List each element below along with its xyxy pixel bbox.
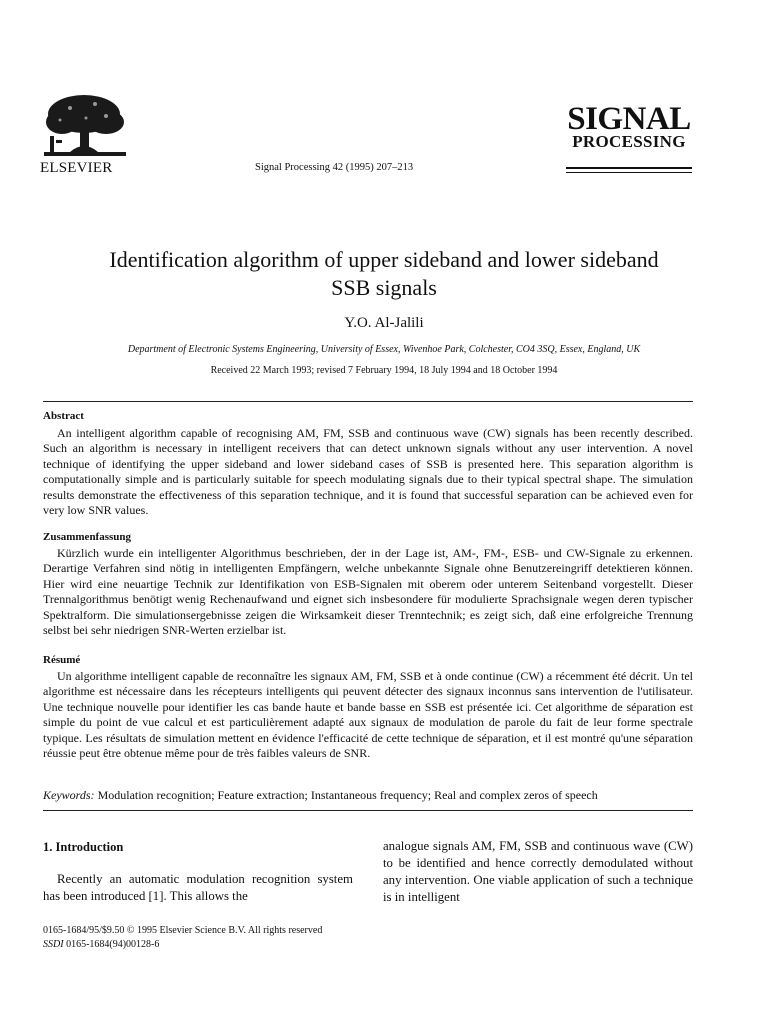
copyright-footer	[43, 924, 322, 952]
resume-text: Un algorithme intelligent capable de reconnaître les signaux AM, FM, SSB et à onde continue (CW) a récemment été décrit. Un tel algorithme est nécessaire dans les récepteurs intelligents qui peuvent détecter des signaux inconnus sans intervention de l'utilisateur. Une technique nouvelle pour identifier les cas bande haute et bande basse en SSB est présentée ici. Cet algorithme de séparation est simple du point de vue calcul et est particulièrement adapté aux signaux de modulation de parole du fait de leur forme spectrale typique. Les résultats de simulation mettent en évidence l'efficacité de cette technique de séparation, et il est montré qu'une séparation réussie peut être obtenue même pour de très faibles valeurs de SNR.	[43, 669, 693, 761]
keywords-line	[43, 788, 693, 803]
abstract-text: An intelligent algorithm capable of recognising AM, FM, SSB and continuous wave (CW) signals has been recently described. Such an algorithm is necessary in intelligent receivers that can detect unknown signals without any user intervention. A novel technique of identifying the upper sideband and lower sideband cases of SSB is presented here. This separation algorithm is computationally simple and is particularly suitable for speech modulating signals due to their typical spectral shape. The simulation results demonstrate the effectiveness of this separation technique, and it is found that successful separation can be achieved even for very low SNR values.	[43, 426, 693, 518]
abstract-heading: Abstract	[43, 410, 84, 422]
zusammenfassung-heading: Zusammenfassung	[43, 531, 132, 543]
journal-name-line1: SIGNAL	[567, 101, 691, 137]
ssdi-label: SSDI	[43, 939, 64, 950]
resume-heading: Résumé	[43, 654, 81, 666]
article-title	[40, 246, 728, 302]
elsevier-tree-logo	[40, 92, 130, 160]
journal-name-line2: PROCESSING	[572, 132, 686, 151]
ssdi-code: 0165-1684(94)00128-6	[63, 939, 160, 950]
publisher-name: ELSEVIER	[40, 160, 113, 176]
divider-top	[43, 401, 693, 402]
divider-bottom	[43, 810, 693, 811]
masthead-rules	[566, 167, 692, 176]
journal-masthead	[566, 101, 692, 151]
received-dates: Received 22 March 1993; revised 7 February 1994, 18 July 1994 and 18 October 1994	[210, 365, 558, 376]
author-name: Y.O. Al-Jalili	[344, 315, 424, 331]
article-title-line2: SSB signals	[331, 275, 437, 300]
keywords-label: Keywords:	[43, 788, 95, 802]
copyright-line: 0165-1684/95/$9.50 © 1995 Elsevier Science B.V. All rights reserved	[43, 925, 323, 936]
article-title-line1: Identification algorithm of upper sideband and lower sideband	[109, 247, 659, 272]
ssdi-line	[43, 938, 322, 952]
keywords-text: Modulation recognition; Feature extraction; Instantaneous frequency; Real and complex zeros of speech	[94, 788, 598, 802]
introduction-left-column: Recently an automatic modulation recognition system has been introduced [1]. This allows the	[43, 872, 353, 903]
introduction-right-column: analogue signals AM, FM, SSB and continuous wave (CW) to be identified and hence correctly demodulated without any intervention. One viable application of such a technique is in intelligent	[383, 839, 693, 904]
zusammenfassung-text: Kürzlich wurde ein intelligenter Algorithmus beschrieben, der in der Lage ist, AM-, FM-, ESB- und CW-Signale zu erkennen. Derartige Verfahren sind nötig in intelligenten Empfängern, welche unbekannte Signale ohne Benutzereingriff detektieren können. Hier wird eine neuartige Technik zur Identifikation von ESB-Signalen mit oberem oder unterem Seitenband vorgestellt. Dieser Trennalgorithmus benötigt wenig Rechenaufwand und eignet sich insbesondere für modulierte Sprachsignale wegen deren typischer Spektralform. Die simulationsergebnisse zeigen die Wirksamkeit dieser Trenntechnik; es zeigt sich, daß eine erfolgreiche Trennung selbst bei sehr niedrigen SNR-Werten erzielbar ist.	[43, 546, 693, 638]
masthead-rule-1	[566, 167, 692, 169]
author-affiliation: Department of Electronic Systems Engineering, University of Essex, Wivenhoe Park, Colchester, CO4 3SQ, Essex, England, UK	[127, 344, 641, 355]
journal-reference: Signal Processing 42 (1995) 207–213	[255, 162, 414, 173]
masthead-rule-2	[566, 172, 692, 174]
introduction-heading: 1. Introduction	[43, 840, 124, 854]
